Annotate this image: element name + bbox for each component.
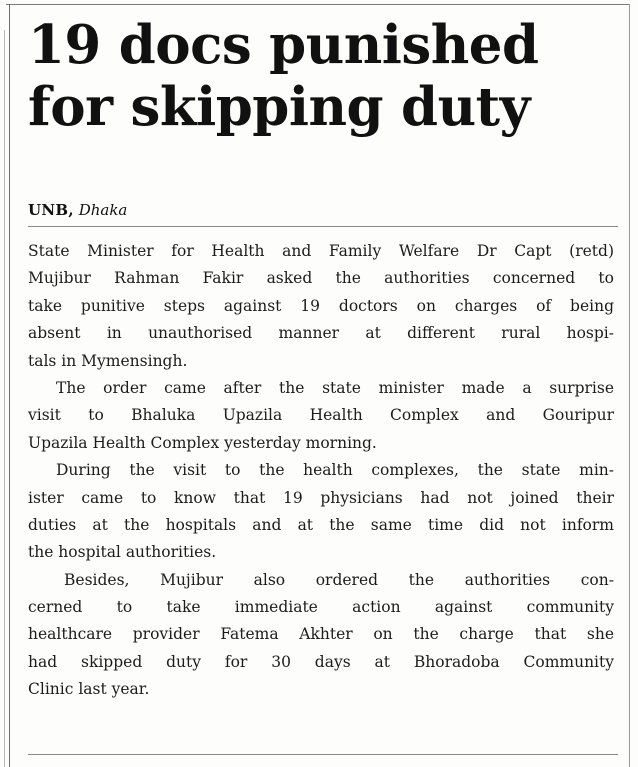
paragraph-4 <box>28 567 614 704</box>
frame-left-border <box>9 4 10 767</box>
paragraph-line: visit to Bhaluka Upazila Health Complex and Gouripur <box>28 406 614 425</box>
paragraph-line: Clinic last year. <box>28 680 150 699</box>
paragraph-line: ister came to know that 19 physicians had not joined their <box>28 488 614 507</box>
byline-agency: UNB, <box>28 201 74 219</box>
frame-left-outer-border <box>4 30 5 767</box>
byline-place: Dhaka <box>78 201 128 219</box>
paragraph-line: had skipped duty for 30 days at Bhoradoba Community <box>28 652 614 671</box>
paragraph-line: take punitive steps against 19 doctors on charges of being <box>28 296 614 315</box>
paragraph-line: tals in Mymensingh. <box>28 351 188 370</box>
paragraph-line: The order came after the state minister made a surprise <box>56 378 614 397</box>
byline <box>28 200 127 220</box>
frame-right-border <box>629 4 630 767</box>
paragraph-line: During the visit to the health complexes, the state min- <box>56 461 614 480</box>
paragraph-line: Upazila Health Complex yesterday morning. <box>28 433 377 452</box>
paragraph-line: absent in unauthorised manner at different rural hospi- <box>28 324 614 343</box>
article-body <box>28 238 614 704</box>
paragraph-3 <box>28 457 614 567</box>
headline-line-2: for skipping duty <box>28 76 530 138</box>
headline-line-1: 19 docs punished <box>28 14 539 76</box>
bottom-divider <box>28 754 618 755</box>
paragraph-line: State Minister for Health and Family Welfare Dr Capt (retd) <box>28 242 614 260</box>
frame-top-border <box>6 4 630 5</box>
paragraph-line: Mujibur Rahman Fakir asked the authorities concerned to <box>28 269 614 288</box>
paragraph-line: Besides, Mujibur also ordered the authorities con- <box>64 570 614 589</box>
paragraph-line: the hospital authorities. <box>28 543 217 562</box>
paragraph-line: duties at the hospitals and at the same time did not inform <box>28 515 614 534</box>
byline-divider <box>28 226 618 227</box>
paragraph-1 <box>28 238 614 375</box>
paragraph-line: cerned to take immediate action against community <box>28 598 614 617</box>
paragraph-2 <box>28 375 614 457</box>
headline <box>28 14 624 138</box>
paragraph-line: healthcare provider Fatema Akhter on the charge that she <box>28 625 614 644</box>
